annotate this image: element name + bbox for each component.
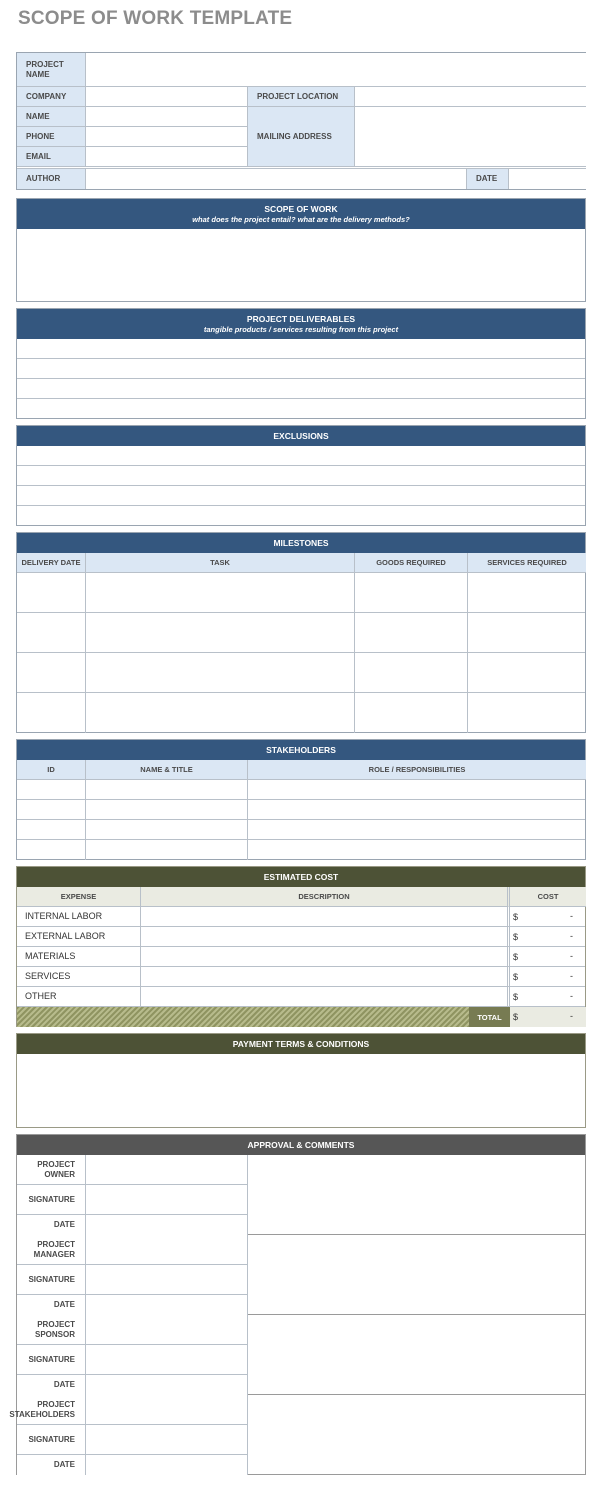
page-title: SCOPE OF WORK TEMPLATE: [18, 8, 293, 29]
approval-group: [17, 1235, 586, 1315]
exclusions-header: [17, 426, 585, 446]
approval-role-label: PROJECT SPONSOR: [17, 1315, 86, 1345]
company-label: COMPANY: [17, 87, 86, 107]
deliverable-row[interactable]: [17, 379, 585, 399]
project-deliverables-subtitle: tangible products / services resulting from this project: [203, 325, 399, 334]
cost-amount: -: [570, 991, 573, 1001]
approval-date-label: DATE: [17, 1295, 86, 1315]
approval-role-field[interactable]: [86, 1155, 248, 1185]
total-label: TOTAL: [469, 1007, 510, 1027]
author-label: AUTHOR: [17, 169, 86, 189]
approval-group: [9, 1395, 586, 1475]
approval-group: [17, 1315, 586, 1395]
milestone-row[interactable]: [17, 573, 585, 613]
cost-divider: [509, 907, 510, 1007]
mailing-address-label: MAILING ADDRESS: [248, 107, 355, 167]
stakeholder-row[interactable]: [17, 800, 585, 820]
scope-of-work-field[interactable]: [17, 229, 585, 301]
stakeholders-section: [16, 739, 586, 860]
expense-label: MATERIALS: [25, 951, 76, 961]
deliverable-row[interactable]: [17, 339, 585, 359]
milestones-title: MILESTONES: [273, 538, 329, 548]
milestones-divider: [354, 573, 355, 733]
mailing-address-field[interactable]: [355, 107, 586, 167]
cost-divider: [507, 907, 508, 1007]
cost-amount: -: [570, 971, 573, 981]
scope-of-work-title: SCOPE OF WORK: [264, 204, 338, 214]
stakeholder-row[interactable]: [17, 840, 585, 860]
approval-date-field[interactable]: [86, 1455, 248, 1475]
milestones-col-services-required: SERVICES REQUIRED: [468, 553, 586, 573]
milestone-row[interactable]: [17, 693, 585, 733]
expense-label: INTERNAL LABOR: [25, 911, 103, 921]
cost-currency: $: [513, 992, 519, 1002]
cost-currency: $: [513, 932, 519, 942]
milestones-col-task: TASK: [86, 553, 355, 573]
approval-role-label: PROJECT MANAGER: [17, 1235, 86, 1265]
approval-comments-field[interactable]: [248, 1395, 586, 1475]
payment-terms-title: PAYMENT TERMS & CONDITIONS: [232, 1039, 370, 1049]
project-location-field[interactable]: [355, 87, 586, 107]
cost-currency: $: [513, 952, 519, 962]
cost-amount: -: [570, 951, 573, 961]
exclusion-row[interactable]: [17, 466, 585, 486]
milestones-header: [17, 533, 585, 553]
approval-header: [17, 1135, 585, 1155]
project-name-label: PROJECT NAME: [17, 53, 86, 87]
estimated-cost-header: [17, 867, 585, 887]
total-currency: $: [513, 1012, 519, 1022]
approval-signature-field[interactable]: [86, 1345, 248, 1375]
milestones-col-goods-required: GOODS REQUIRED: [355, 553, 468, 573]
expense-label: EXTERNAL LABOR: [25, 931, 106, 941]
exclusions-section: [16, 425, 586, 526]
cost-col-expense: EXPENSE: [17, 887, 141, 907]
project-name-field[interactable]: [86, 53, 586, 87]
payment-terms-header: [17, 1034, 585, 1054]
project-info-table: [16, 52, 586, 190]
stakeholders-divider: [247, 780, 248, 860]
name-label: NAME: [17, 107, 86, 127]
name-field[interactable]: [86, 107, 248, 127]
date-field[interactable]: [509, 169, 586, 189]
company-field[interactable]: [86, 87, 248, 107]
cost-col-cost: COST: [510, 887, 586, 907]
approval-comments-field[interactable]: [248, 1155, 586, 1235]
scope-of-work-section: [16, 198, 586, 302]
cost-amount: -: [570, 931, 573, 941]
email-label: EMAIL: [17, 147, 86, 167]
milestones-col-delivery-date: DELIVERY DATE: [17, 553, 86, 573]
cost-amount: -: [570, 911, 573, 921]
scope-of-work-header: [17, 199, 585, 229]
phone-label: PHONE: [17, 127, 86, 147]
payment-terms-section: [16, 1033, 586, 1128]
approval-signature-field[interactable]: [86, 1265, 248, 1295]
expense-label: SERVICES: [25, 971, 71, 981]
exclusion-row[interactable]: [17, 506, 585, 526]
project-deliverables-title: PROJECT DELIVERABLES: [246, 314, 356, 324]
cost-divider: [140, 907, 141, 1007]
approval-comments-field[interactable]: [248, 1315, 586, 1395]
milestones-section: [16, 532, 586, 733]
approval-role-label: PROJECT STAKEHOLDERS: [17, 1395, 86, 1425]
approval-signature-label: SIGNATURE: [17, 1425, 86, 1455]
approval-role-field[interactable]: [86, 1235, 248, 1265]
milestone-row[interactable]: [17, 653, 585, 693]
stakeholders-col-id: ID: [17, 760, 86, 780]
estimated-cost-section: [16, 866, 586, 1027]
approval-group: [17, 1155, 586, 1235]
cost-currency: $: [513, 972, 519, 982]
stakeholders-col-role: ROLE / RESPONSIBILITIES: [248, 760, 586, 780]
approval-role-field[interactable]: [86, 1395, 248, 1425]
approval-title: APPROVAL & COMMENTS: [247, 1140, 355, 1150]
cost-row[interactable]: [17, 967, 585, 987]
project-location-label: PROJECT LOCATION: [248, 87, 355, 107]
milestones-divider: [85, 573, 86, 733]
cost-row[interactable]: [17, 947, 585, 967]
cost-currency: $: [513, 912, 519, 922]
project-deliverables-section: [16, 308, 586, 419]
email-field[interactable]: [86, 147, 248, 167]
approval-signature-label: SIGNATURE: [17, 1345, 86, 1375]
milestones-divider: [467, 573, 468, 733]
cost-row[interactable]: [17, 987, 585, 1007]
payment-terms-field[interactable]: [17, 1054, 585, 1127]
approval-date-field[interactable]: [86, 1215, 248, 1235]
total-hatch-fill: [17, 1007, 469, 1027]
cost-row[interactable]: [17, 927, 585, 947]
scope-of-work-subtitle: what does the project entail? what are the delivery methods?: [192, 215, 410, 224]
author-field[interactable]: [86, 169, 467, 189]
stakeholders-col-name-title: NAME & TITLE: [86, 760, 248, 780]
approval-signature-field[interactable]: [86, 1185, 248, 1215]
approval-section: [9, 1134, 586, 1475]
total-amount-cell: [510, 1007, 586, 1027]
phone-field[interactable]: [86, 127, 248, 147]
stakeholders-divider: [85, 780, 86, 860]
approval-signature-label: SIGNATURE: [17, 1185, 86, 1215]
deliverable-row[interactable]: [17, 359, 585, 379]
approval-date-field[interactable]: [86, 1295, 248, 1315]
approval-date-label: DATE: [17, 1455, 86, 1475]
exclusions-title: EXCLUSIONS: [273, 431, 329, 441]
approval-role-field[interactable]: [86, 1315, 248, 1345]
total-amount: -: [570, 1011, 573, 1021]
approval-signature-label: SIGNATURE: [17, 1265, 86, 1295]
approval-date-field[interactable]: [86, 1375, 248, 1395]
stakeholders-header: [17, 740, 585, 760]
approval-role-label: PROJECT OWNER: [17, 1155, 86, 1185]
cost-row[interactable]: [17, 907, 585, 927]
expense-label: OTHER: [25, 991, 57, 1001]
estimated-cost-title: ESTIMATED COST: [263, 872, 339, 882]
date-label: DATE: [467, 169, 509, 189]
project-deliverables-header: [17, 309, 585, 339]
approval-date-label: DATE: [17, 1215, 86, 1235]
deliverable-row[interactable]: [17, 399, 585, 419]
approval-date-label: DATE: [17, 1375, 86, 1395]
cost-col-description: DESCRIPTION: [141, 887, 510, 907]
stakeholder-row[interactable]: [17, 780, 585, 800]
exclusion-row[interactable]: [17, 486, 585, 506]
stakeholders-title: STAKEHOLDERS: [266, 745, 336, 755]
stakeholder-row[interactable]: [17, 820, 585, 840]
approval-signature-field[interactable]: [86, 1425, 248, 1455]
milestone-row[interactable]: [17, 613, 585, 653]
exclusion-row[interactable]: [17, 446, 585, 466]
approval-comments-field[interactable]: [248, 1235, 586, 1315]
